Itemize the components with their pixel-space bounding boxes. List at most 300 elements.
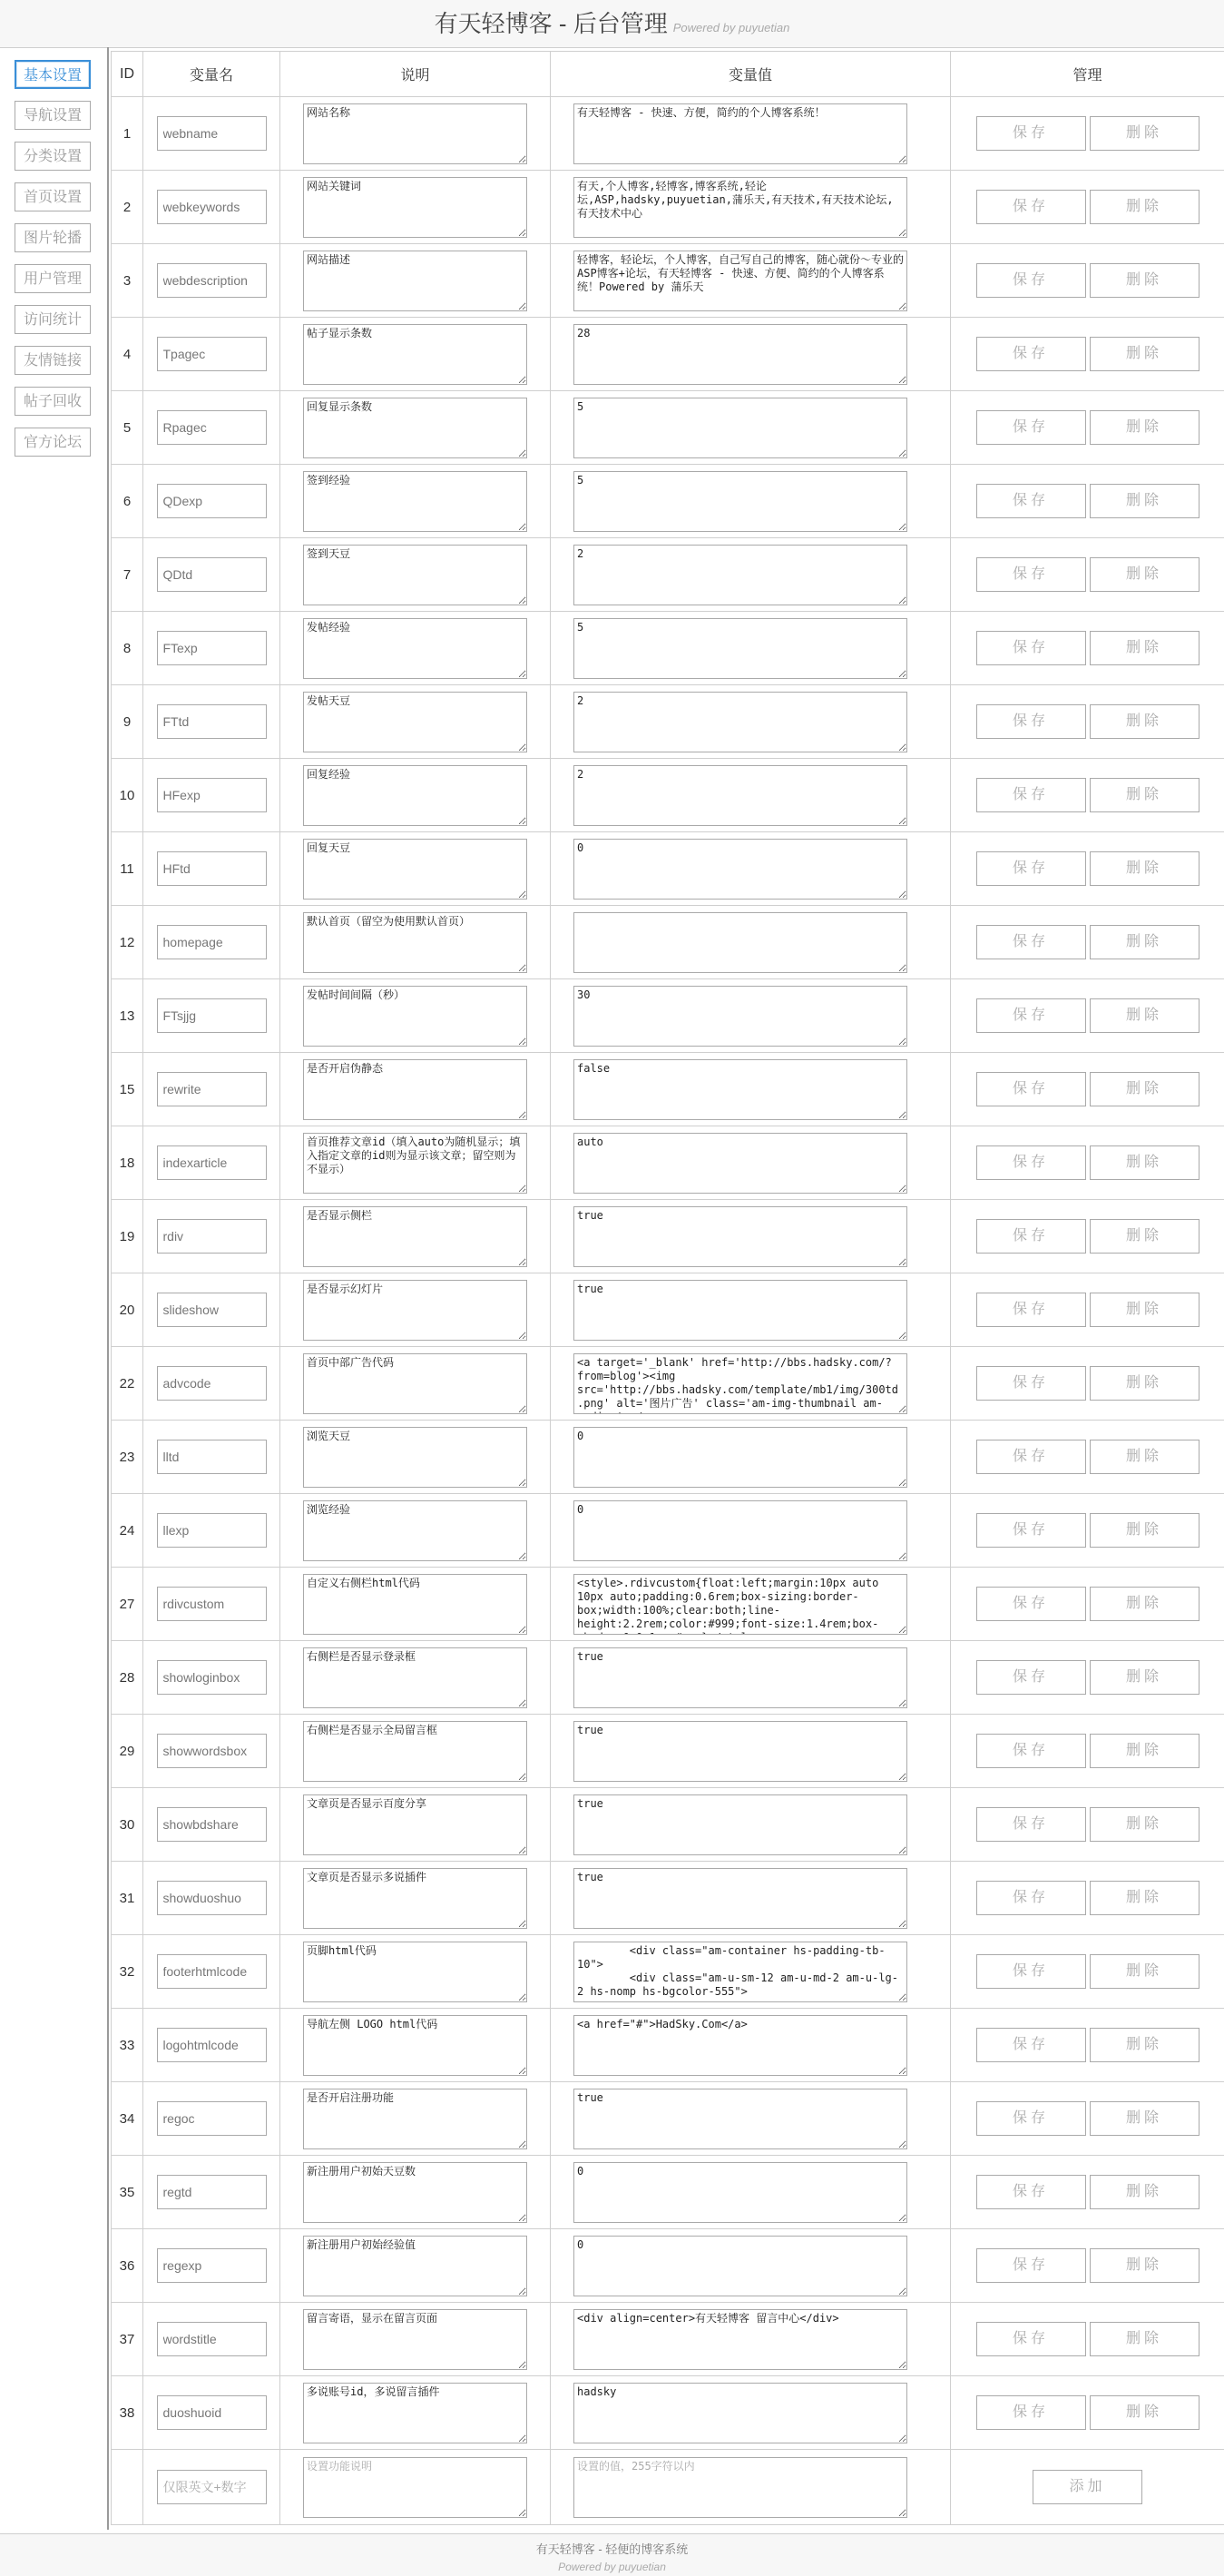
save-button[interactable]: 保存 (976, 1219, 1086, 1254)
save-button[interactable]: 保存 (976, 1293, 1086, 1327)
sidebar-item-4[interactable]: 图片轮播 (15, 223, 91, 252)
row-value-cell (551, 1200, 951, 1273)
row-desc-cell (280, 832, 551, 906)
row-desc-cell (280, 1126, 551, 1200)
variable-name-input[interactable] (157, 2248, 267, 2283)
sidebar-item-1[interactable]: 导航设置 (15, 101, 91, 130)
row-name-cell (143, 465, 280, 538)
delete-button[interactable]: 删除 (1090, 998, 1200, 1033)
description-textarea[interactable] (303, 545, 527, 605)
row-desc-cell (280, 759, 551, 832)
row-name-cell (143, 2303, 280, 2376)
save-button[interactable]: 保存 (976, 998, 1086, 1033)
value-textarea[interactable] (573, 692, 907, 752)
delete-button[interactable]: 删除 (1090, 1293, 1200, 1327)
row-name-cell (143, 538, 280, 612)
row-actions-cell (951, 391, 1224, 465)
row-name-cell (143, 906, 280, 979)
variable-name-input[interactable] (157, 631, 267, 665)
save-button[interactable]: 保存 (976, 557, 1086, 592)
row-actions-cell (951, 2450, 1224, 2525)
variable-name-input[interactable] (157, 1072, 267, 1106)
delete-button[interactable]: 删除 (1090, 2101, 1200, 2136)
row-desc-cell (280, 685, 551, 759)
row-id: 22 (112, 1347, 143, 1421)
row-actions-cell (951, 2229, 1224, 2303)
description-textarea[interactable] (303, 1427, 527, 1488)
row-value-cell (551, 1421, 951, 1494)
variable-name-input[interactable] (157, 1293, 267, 1327)
value-textarea[interactable] (573, 2089, 907, 2149)
row-id: 4 (112, 318, 143, 391)
row-value-cell (551, 244, 951, 318)
save-button[interactable]: 保存 (976, 1072, 1086, 1106)
row-desc-cell (280, 906, 551, 979)
description-textarea[interactable] (303, 912, 527, 973)
variable-name-input[interactable] (157, 925, 267, 959)
variable-name-input[interactable] (157, 998, 267, 1033)
row-desc-cell (280, 318, 551, 391)
new-description-textarea[interactable] (303, 2457, 527, 2518)
value-textarea[interactable] (573, 398, 907, 458)
row-value-cell (551, 1494, 951, 1568)
save-button[interactable]: 保存 (976, 1734, 1086, 1768)
description-textarea[interactable] (303, 839, 527, 900)
row-desc-cell (280, 465, 551, 538)
row-name-cell (143, 2156, 280, 2229)
row-name-cell (143, 1568, 280, 1641)
table-row (112, 1126, 1224, 1200)
row-desc-cell (280, 979, 551, 1053)
save-button[interactable]: 保存 (976, 337, 1086, 371)
description-textarea[interactable] (303, 103, 527, 164)
variable-name-input[interactable] (157, 2322, 267, 2356)
new-variable-name-input[interactable] (157, 2470, 267, 2504)
delete-button[interactable]: 删除 (1090, 116, 1200, 151)
row-value-cell (551, 759, 951, 832)
row-id: 24 (112, 1494, 143, 1568)
value-textarea[interactable] (573, 103, 907, 164)
row-actions-cell (951, 1347, 1224, 1421)
value-textarea[interactable] (573, 1427, 907, 1488)
delete-button[interactable]: 删除 (1090, 557, 1200, 592)
table-row (112, 97, 1224, 171)
variable-name-input[interactable] (157, 190, 267, 224)
variable-name-input[interactable] (157, 1587, 267, 1621)
description-textarea[interactable] (303, 2089, 527, 2149)
row-id: 38 (112, 2376, 143, 2450)
variable-name-input[interactable] (157, 1734, 267, 1768)
row-actions-cell (951, 1715, 1224, 1788)
description-textarea[interactable] (303, 2309, 527, 2370)
value-textarea[interactable] (573, 765, 907, 826)
variable-name-input[interactable] (157, 337, 267, 371)
save-button[interactable]: 保存 (976, 116, 1086, 151)
save-button[interactable]: 保存 (976, 484, 1086, 518)
delete-button[interactable]: 删除 (1090, 1440, 1200, 1474)
row-name-cell (143, 685, 280, 759)
row-value-cell (551, 1126, 951, 1200)
row-actions-cell (951, 318, 1224, 391)
value-textarea[interactable] (573, 618, 907, 679)
table-row (112, 1788, 1224, 1862)
row-desc-cell (280, 1273, 551, 1347)
value-textarea[interactable] (573, 2383, 907, 2443)
row-id: 20 (112, 1273, 143, 1347)
save-button[interactable]: 保存 (976, 851, 1086, 886)
page-header (0, 0, 1224, 48)
table-row (112, 2009, 1224, 2082)
description-textarea[interactable] (303, 1280, 527, 1341)
description-textarea[interactable] (303, 1574, 527, 1635)
value-textarea[interactable] (573, 1794, 907, 1855)
value-textarea[interactable] (573, 986, 907, 1047)
variable-name-input[interactable] (157, 2101, 267, 2136)
table-row (112, 391, 1224, 465)
row-id: 6 (112, 465, 143, 538)
sidebar-item-2[interactable]: 分类设置 (15, 142, 91, 171)
row-value-cell (551, 2229, 951, 2303)
save-button[interactable]: 保存 (976, 1366, 1086, 1401)
save-button[interactable]: 保存 (976, 2175, 1086, 2209)
value-textarea[interactable] (573, 471, 907, 532)
delete-button[interactable]: 删除 (1090, 1587, 1200, 1621)
sidebar-item-3[interactable]: 首页设置 (15, 182, 91, 211)
variable-name-input[interactable] (157, 557, 267, 592)
table-row (112, 2156, 1224, 2229)
save-button[interactable]: 保存 (976, 1660, 1086, 1695)
row-id: 13 (112, 979, 143, 1053)
value-textarea[interactable] (573, 324, 907, 385)
delete-button[interactable]: 删除 (1090, 2395, 1200, 2430)
row-desc-cell (280, 612, 551, 685)
row-desc-cell (280, 171, 551, 244)
sidebar-item-8[interactable]: 帖子回收 (15, 387, 91, 416)
row-value-cell (551, 685, 951, 759)
save-button[interactable]: 保存 (976, 778, 1086, 812)
row-id: 23 (112, 1421, 143, 1494)
delete-button[interactable]: 删除 (1090, 263, 1200, 298)
variable-name-input[interactable] (157, 1366, 267, 1401)
row-name-cell (143, 1421, 280, 1494)
delete-button[interactable]: 删除 (1090, 1734, 1200, 1768)
row-id: 18 (112, 1126, 143, 1200)
row-name-cell (143, 1200, 280, 1273)
row-name-cell (143, 1715, 280, 1788)
save-button[interactable]: 保存 (976, 2248, 1086, 2283)
add-button[interactable]: 添加 (1033, 2470, 1142, 2504)
save-button[interactable]: 保存 (976, 1145, 1086, 1180)
row-name-cell (143, 318, 280, 391)
variable-name-input[interactable] (157, 410, 267, 445)
value-textarea[interactable] (573, 2015, 907, 2076)
delete-button[interactable]: 删除 (1090, 1145, 1200, 1180)
description-textarea[interactable] (303, 1133, 527, 1194)
delete-button[interactable]: 删除 (1090, 925, 1200, 959)
description-textarea[interactable] (303, 2383, 527, 2443)
delete-button[interactable]: 删除 (1090, 1072, 1200, 1106)
variable-name-input[interactable] (157, 851, 267, 886)
row-value-cell (551, 1788, 951, 1862)
row-value-cell (551, 1641, 951, 1715)
value-textarea[interactable] (573, 1942, 907, 2002)
row-name-cell (143, 1494, 280, 1568)
variable-name-input[interactable] (157, 1219, 267, 1254)
variable-name-input[interactable] (157, 1513, 267, 1548)
table-row (112, 979, 1224, 1053)
description-textarea[interactable] (303, 1942, 527, 2002)
description-textarea[interactable] (303, 1059, 527, 1120)
row-id: 34 (112, 2082, 143, 2156)
row-actions-cell (951, 2303, 1224, 2376)
description-textarea[interactable] (303, 2236, 527, 2296)
description-textarea[interactable] (303, 1353, 527, 1414)
delete-button[interactable]: 删除 (1090, 1954, 1200, 1989)
delete-button[interactable]: 删除 (1090, 1807, 1200, 1842)
row-value-cell (551, 832, 951, 906)
save-button[interactable]: 保存 (976, 190, 1086, 224)
row-name-cell (143, 1126, 280, 1200)
row-desc-cell (280, 2376, 551, 2450)
save-button[interactable]: 保存 (976, 410, 1086, 445)
row-desc-cell (280, 2082, 551, 2156)
save-button[interactable]: 保存 (976, 1513, 1086, 1548)
variable-name-input[interactable] (157, 2395, 267, 2430)
delete-button[interactable]: 删除 (1090, 851, 1200, 886)
save-button[interactable]: 保存 (976, 1587, 1086, 1621)
save-button[interactable]: 保存 (976, 704, 1086, 739)
save-button[interactable]: 保存 (976, 1440, 1086, 1474)
variable-name-input[interactable] (157, 1807, 267, 1842)
delete-button[interactable]: 删除 (1090, 410, 1200, 445)
row-value-cell (551, 97, 951, 171)
row-name-cell (143, 1641, 280, 1715)
description-textarea[interactable] (303, 398, 527, 458)
variable-name-input[interactable] (157, 704, 267, 739)
delete-button[interactable]: 删除 (1090, 1513, 1200, 1548)
row-name-cell (143, 2450, 280, 2525)
description-textarea[interactable] (303, 2162, 527, 2223)
row-value-cell (551, 2376, 951, 2450)
row-value-cell (551, 1862, 951, 1935)
row-value-cell (551, 1053, 951, 1126)
table-row (112, 1421, 1224, 1494)
description-textarea[interactable] (303, 1206, 527, 1267)
value-textarea[interactable] (573, 1206, 907, 1267)
description-textarea[interactable] (303, 1500, 527, 1561)
delete-button[interactable]: 删除 (1090, 1881, 1200, 1915)
row-value-cell (551, 2082, 951, 2156)
new-value-textarea[interactable] (573, 2457, 907, 2518)
row-actions-cell (951, 2082, 1224, 2156)
table-row (112, 1862, 1224, 1935)
description-textarea[interactable] (303, 1721, 527, 1782)
description-textarea[interactable] (303, 618, 527, 679)
value-textarea[interactable] (573, 545, 907, 605)
sidebar-item-5[interactable]: 用户管理 (15, 264, 91, 293)
row-desc-cell (280, 391, 551, 465)
row-actions-cell (951, 465, 1224, 538)
row-desc-cell (280, 2450, 551, 2525)
row-value-cell (551, 612, 951, 685)
row-desc-cell (280, 1421, 551, 1494)
header-value: 变量值 (551, 52, 951, 97)
row-id: 15 (112, 1053, 143, 1126)
row-name-cell (143, 1347, 280, 1421)
save-button[interactable]: 保存 (976, 263, 1086, 298)
delete-button[interactable]: 删除 (1090, 704, 1200, 739)
description-textarea[interactable] (303, 2015, 527, 2076)
description-textarea[interactable] (303, 1647, 527, 1708)
variable-name-input[interactable] (157, 1660, 267, 1695)
description-textarea[interactable] (303, 471, 527, 532)
description-textarea[interactable] (303, 324, 527, 385)
value-textarea[interactable] (573, 1868, 907, 1929)
row-id: 1 (112, 97, 143, 171)
save-button[interactable]: 保存 (976, 2395, 1086, 2430)
delete-button[interactable]: 删除 (1090, 1660, 1200, 1695)
row-id: 3 (112, 244, 143, 318)
delete-button[interactable]: 删除 (1090, 2322, 1200, 2356)
row-value-cell (551, 2450, 951, 2525)
delete-button[interactable]: 删除 (1090, 2248, 1200, 2283)
row-id: 27 (112, 1568, 143, 1641)
row-id: 37 (112, 2303, 143, 2376)
row-value-cell (551, 538, 951, 612)
row-name-cell (143, 2229, 280, 2303)
table-row (112, 612, 1224, 685)
header-manage: 管理 (951, 52, 1224, 97)
table-row (112, 1568, 1224, 1641)
save-button[interactable]: 保存 (976, 1807, 1086, 1842)
table-row (112, 906, 1224, 979)
save-button[interactable]: 保存 (976, 631, 1086, 665)
delete-button[interactable]: 删除 (1090, 1366, 1200, 1401)
value-textarea[interactable] (573, 1647, 907, 1708)
row-actions-cell (951, 906, 1224, 979)
delete-button[interactable]: 删除 (1090, 631, 1200, 665)
save-button[interactable]: 保存 (976, 1954, 1086, 1989)
description-textarea[interactable] (303, 692, 527, 752)
row-desc-cell (280, 2156, 551, 2229)
row-value-cell (551, 2303, 951, 2376)
row-desc-cell (280, 1053, 551, 1126)
row-id: 12 (112, 906, 143, 979)
value-textarea[interactable] (573, 1059, 907, 1120)
row-actions-cell (951, 171, 1224, 244)
value-textarea[interactable] (573, 1721, 907, 1782)
sidebar-item-7[interactable]: 友情链接 (15, 346, 91, 375)
variable-name-input[interactable] (157, 778, 267, 812)
row-actions-cell (951, 759, 1224, 832)
value-textarea[interactable] (573, 912, 907, 973)
row-actions-cell (951, 1200, 1224, 1273)
row-name-cell (143, 2376, 280, 2450)
row-actions-cell (951, 979, 1224, 1053)
variable-name-input[interactable] (157, 2175, 267, 2209)
row-actions-cell (951, 832, 1224, 906)
variable-name-input[interactable] (157, 1145, 267, 1180)
row-desc-cell (280, 2303, 551, 2376)
delete-button[interactable]: 删除 (1090, 1219, 1200, 1254)
sidebar-item-9[interactable]: 官方论坛 (15, 428, 91, 457)
row-id: 19 (112, 1200, 143, 1273)
table-header-row (112, 52, 1224, 97)
value-textarea[interactable] (573, 1500, 907, 1561)
delete-button[interactable]: 删除 (1090, 337, 1200, 371)
row-actions-cell (951, 685, 1224, 759)
row-name-cell (143, 1862, 280, 1935)
description-textarea[interactable] (303, 1868, 527, 1929)
save-button[interactable]: 保存 (976, 1881, 1086, 1915)
description-textarea[interactable] (303, 251, 527, 311)
save-button[interactable]: 保存 (976, 2322, 1086, 2356)
sidebar-item-6[interactable]: 访问统计 (15, 305, 91, 334)
footer-tagline: 有天轻博客 - 轻便的博客系统 (0, 2540, 1224, 2557)
value-textarea[interactable] (573, 251, 907, 311)
row-id: 32 (112, 1935, 143, 2009)
description-textarea[interactable] (303, 1794, 527, 1855)
description-textarea[interactable] (303, 177, 527, 238)
save-button[interactable]: 保存 (976, 2028, 1086, 2062)
row-desc-cell (280, 1788, 551, 1862)
save-button[interactable]: 保存 (976, 2101, 1086, 2136)
sidebar-item-0[interactable]: 基本设置 (15, 60, 91, 89)
table-row (112, 1053, 1224, 1126)
row-actions-cell (951, 2009, 1224, 2082)
delete-button[interactable]: 删除 (1090, 2028, 1200, 2062)
row-actions-cell (951, 1494, 1224, 1568)
value-textarea[interactable] (573, 2309, 907, 2370)
value-textarea[interactable] (573, 177, 907, 238)
row-actions-cell (951, 1421, 1224, 1494)
description-textarea[interactable] (303, 986, 527, 1047)
table-row (112, 465, 1224, 538)
row-actions-cell (951, 1935, 1224, 2009)
value-textarea[interactable] (573, 1280, 907, 1341)
delete-button[interactable]: 删除 (1090, 2175, 1200, 2209)
row-desc-cell (280, 1641, 551, 1715)
table-row (112, 2229, 1224, 2303)
value-textarea[interactable] (573, 1353, 907, 1414)
row-value-cell (551, 979, 951, 1053)
row-desc-cell (280, 2229, 551, 2303)
variable-name-input[interactable] (157, 1440, 267, 1474)
value-textarea[interactable] (573, 2236, 907, 2296)
value-textarea[interactable] (573, 1133, 907, 1194)
value-textarea[interactable] (573, 839, 907, 900)
row-desc-cell (280, 1200, 551, 1273)
variable-name-input[interactable] (157, 116, 267, 151)
variable-name-input[interactable] (157, 1954, 267, 1989)
row-actions-cell (951, 97, 1224, 171)
delete-button[interactable]: 删除 (1090, 484, 1200, 518)
delete-button[interactable]: 删除 (1090, 190, 1200, 224)
description-textarea[interactable] (303, 765, 527, 826)
value-textarea[interactable] (573, 1574, 907, 1635)
row-actions-cell (951, 1273, 1224, 1347)
value-textarea[interactable] (573, 2162, 907, 2223)
table-row (112, 832, 1224, 906)
variable-name-input[interactable] (157, 484, 267, 518)
variable-name-input[interactable] (157, 1881, 267, 1915)
variable-name-input[interactable] (157, 2028, 267, 2062)
delete-button[interactable]: 删除 (1090, 778, 1200, 812)
table-row (112, 1494, 1224, 1568)
table-row (112, 2303, 1224, 2376)
variable-name-input[interactable] (157, 263, 267, 298)
save-button[interactable]: 保存 (976, 925, 1086, 959)
